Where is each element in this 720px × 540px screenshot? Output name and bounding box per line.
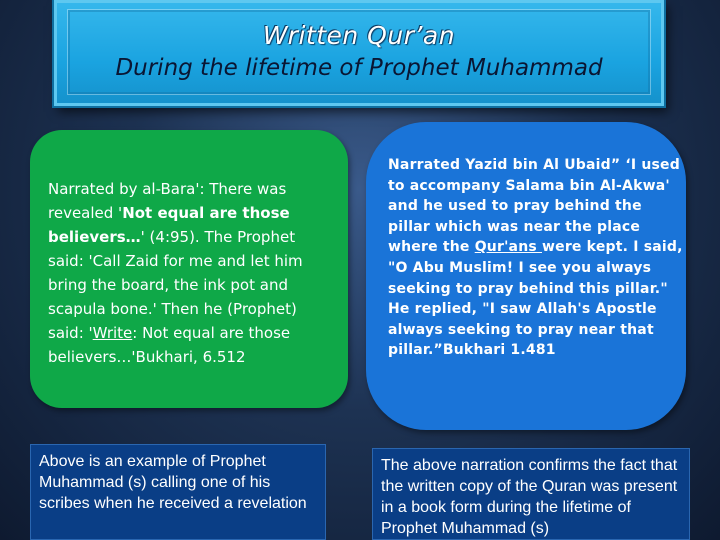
left-narration-part3: : Not equal are those believers…'Bukhari, 6.512 [48, 324, 291, 366]
left-narration-underlined: Write [92, 324, 133, 342]
right-narration-part2: were kept. I said, "O Abu Muslim! I see you always seeking to pray behind this pillar." He replied, "I saw Allah's Apostle always seeking to pray near that pillar.”Bukhari 1.481 [388, 239, 683, 359]
title-box [54, 0, 664, 106]
right-narration-text [388, 155, 683, 361]
left-narration-text [48, 177, 328, 369]
right-narration-part1: Narrated Yazid bin Al Ubaid” ‘I used to accompany Salama bin Al-Akwa' and he used to pray behind the pillar which was near the place where the [388, 157, 680, 256]
left-narration-part2: ' (4:95). The Prophet said: 'Call Zaid for me and let him bring the board, the ink pot and scapula bone.' Then he (Prophet) said: ' [48, 228, 303, 342]
left-narration-part1: Narrated by al-Bara': There was revealed ' [48, 180, 287, 222]
caption-right: The above narration confirms the fact that the written copy of the Quran was present in a book form during the lifetime of Prophet Muhammad (s) [372, 448, 690, 540]
right-narration-underlined: Qur'ans [474, 239, 542, 256]
title-subheading: During the lifetime of Prophet Muhammad [115, 55, 603, 81]
left-narration-bold: Not equal are those believers… [48, 204, 290, 246]
caption-left: Above is an example of Prophet Muhammad (s) calling one of his scribes when he received a revelation [30, 444, 326, 540]
title-heading: Written Qur’an [262, 21, 456, 50]
